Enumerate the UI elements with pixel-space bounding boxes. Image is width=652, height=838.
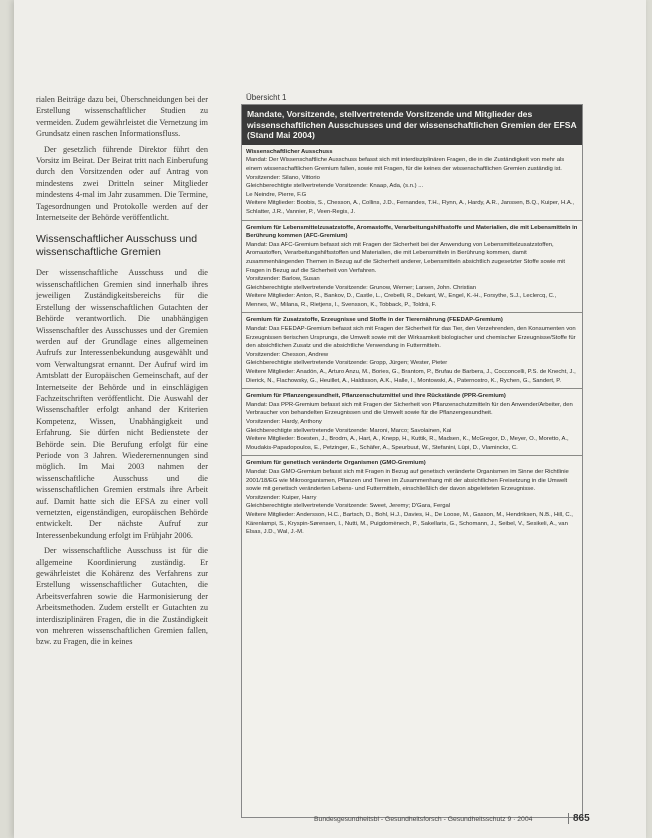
section-line: Vorsitzender: Silano, Vittorio bbox=[246, 174, 320, 181]
page-number: 865 bbox=[568, 813, 590, 824]
paragraph: Der gesetzlich führende Direktor führt den Vorsitz im Beirat. Der Beirat tritt nach Einberufung durch den Vorsitzenden oder auf Antrag von mindestens zwei Dritteln seiner Mitglieder mindestens 4-mal im Jahr zusammen. Die Termine, Tagesordnungen und Protokolle werden auf der Internetseite der Behörde veröffentlicht. bbox=[36, 144, 208, 223]
section-head: Gremium für Pflanzengesundheit, Pflanzenschutzmittel und ihre Rückstände (PPR-Gremium) bbox=[246, 393, 506, 400]
section-line: Mandat: Das GMO-Gremium befasst sich mit Fragen in Bezug auf genetisch veränderte Organismen im Sinne der Richtlinie 2001/18/EG wie Mikroorganismen, Pflanzen und Tieren im Zusammenhang mit der absichtlichen Freisetzung in die Umwelt sowie mit genetisch veränderten Lebens- und Futtermitteln, einschließlich der davon abgeleiteten Erzeugnisse. bbox=[246, 468, 569, 493]
left-text-column bbox=[36, 94, 208, 652]
section-line: Weitere Mitglieder: Boobis, S., Chesson, A., Collins, J.D., Fernandes, T.H., Flynn, A., Hardy, A.R., Janssen, B.Q., Kuiper, H.A., Schlatter, J.R., Vannier, P., Veen-Regis, J. bbox=[246, 200, 575, 215]
section-line: Weitere Mitglieder: Anton, R., Bankov, D., Castle, L., Crebelli, R., Dekant, W., Engel, K.-H., Forsythe, S.J., Leclercq, C., Mennes, W., Milana, R., Rietjens, I., Svensson, K., Tobback, P., Toldrá, F. bbox=[246, 293, 557, 308]
section-head: Wissenschaftlicher Ausschuss bbox=[246, 148, 333, 155]
overview-label: Übersicht 1 bbox=[246, 93, 287, 102]
overview-title: Mandate, Vorsitzende, stellvertretende Vorsitzende und Mitglieder des wissenschaftlichen Ausschusses und der wissenschaftlichen Gremien der EFSA (Stand Mai 2004) bbox=[242, 105, 582, 145]
section-line: Weitere Mitglieder: Boesten, J., Brodrn, A., Hart, A., Knepp, H., Kuttik, R., Madsen, K., McGregor, D., Meyer, O., Moretto, A., Moudakis-Papadopoulos, E., Petzinger, E., Schäfer, A., Speurbuut, W., Stefanini, Lüpi, D., Vlaminckx, C. bbox=[246, 436, 569, 451]
section-line: Mandat: Das AFC-Gremium befasst sich mit Fragen der Sicherheit bei der Anwendung von Lebensmittelzusatzstoffen, Aromastoffen, Verarbeitungshilfsstoffen und Materialien, die mit Lebensmitteln in Berührung kommen, damit zusammenhängenden Themen in Bezug auf die Sicherheit anderer, Lebensmitteln absichtlich zugesetzter Stoffe sowie mit Fragen in Bezug auf die Sicherheit von Verfahren. bbox=[246, 241, 566, 274]
panel-section bbox=[242, 389, 582, 456]
section-line: Vorsitzender: Kuiper, Harry bbox=[246, 494, 317, 501]
panel-section bbox=[242, 313, 582, 389]
panel-section bbox=[242, 456, 582, 539]
section-line: Vorsitzender: Barlow, Susan bbox=[246, 276, 320, 283]
section-line: Gleichberechtigte stellvertretende Vorsitzende: Sweet, Jeremy; D'Gara, Fergal bbox=[246, 503, 451, 510]
section-line: Mandat: Das FEEDAP-Gremium befasst sich mit Fragen der Sicherheit für das Tier, den Verzehrenden, den Konsumenten von Erzeugnissen tierischen Ursprungs, die Umwelt sowie mit der Wirksamkeit biologischer und chemischer Erzeugnisse/Stoffe für den absichtlichen Zusatz und die absichtliche Verwendung in Futtermitteln. bbox=[246, 326, 576, 350]
overview-box bbox=[241, 104, 583, 818]
section-line: Weitere Mitglieder: Anadón, A., Arturo Anzu, M., Bories, G., Brantom, P., Brufau de Barbera, J., Cocconcelli, P.S. de Knecht, J., Dierick, N., Flachowsky, G., Heuillet, A., Haldisson, A.K., Halle, I., Montowski, A., Paternostro, K., Rychen, G., Sandert, P. bbox=[246, 369, 576, 384]
section-line: Gleichberechtigte stellvertretende Vorsitzende: Grunow, Werner; Larsen, John. Christian bbox=[246, 284, 477, 291]
section-head: Gremium für genetisch veränderte Organismen (GMO-Gremium) bbox=[246, 460, 426, 467]
section-line: Mandat: Der Wissenschaftliche Ausschuss befasst sich mit interdisziplinären Fragen, die in die Zuständigkeit von mehr als einem wissenschaftlichen Gremium fallen, sowie mit Fragen, für die keines der wissenschaftlichen Gremien zuständig ist. bbox=[246, 157, 565, 172]
journal-footer: Bundesgesundheitsbl - Gesundheitsforsch - Gesundheitsschutz 9 · 2004 bbox=[314, 816, 533, 823]
section-line: Gleichberechtigte stellvertretende Vorsitzende: Gropp, Jürgen; Wester, Pieter bbox=[246, 360, 448, 367]
section-line: Weitere Mitglieder: Andersson, H.C., Bartsch, D., Bohl, H.J., Davies, H., De Loose, M., Gasson, M., Hendriksen, N.B., Hill, C., Kärenlampi, S., Kryspin-Sørensen, I., Nutti, M., Puigdomènech, P., Sakellaris, G., Schomann, J., Seibel, V., Sesikeli, A., van Elsas, J.D., Wal, J.-M. bbox=[246, 511, 573, 536]
section-line: Le Neindre, Pierre, F.G bbox=[246, 191, 307, 198]
section-line: Gleichberechtigte stellvertretende Vorsitzende: Knaap, Ada, (s.n.) ... bbox=[246, 183, 424, 190]
committee-section bbox=[242, 145, 582, 221]
section-line: Gleichberechtigte stellvertretende Vorsitzende: Maroni, Marco; Savolainen, Kai bbox=[246, 427, 452, 434]
section-line: Vorsitzender: Chesson, Andrew bbox=[246, 351, 329, 358]
paragraph: Der wissenschaftliche Ausschuss und die wissenschaftlichen Gremien sind innerhalb ihres jeweiligen Zuständigkeitsbereichs für die Erstellung der wissenschaftlichen Gutachten der Behörde verantwortlich. Die unabhängigen Wissenschaftler des Ausschusses und der Gremien werden auf der Grundlage eines allgemeinen Aufrufs zur Interessenbekundung ausgewählt und vom Verwaltungsrat ernannt. Der Aufruf wird im Amtsblatt der Europäischen Gemeinschaft, auf der Internetseite der Behörde und in einschlägigen Fachzeitschriften veröffentlicht. Die Auswahl der Wissenschaftler erfolgt anhand der Kriterien Kompetenz, Wissen, Unabhängigkeit und Erfahrung. Sie dürfen nicht Bedienstete der Behörde sein. Die Berufung erfolgt für eine Periode von 3 Jahren. Wiederernennungen sind möglich. Im Mai 2003 nahmen der wissenschaftliche Ausschuss und die wissenschaftlichen Gremien erstmals ihre Arbeit auf. Damit hatte sich die EFSA zu einer voll vernetzten, eigenständigen, europäischen Behörde entwickelt. Der nächste Aufruf zur Interessenbekundung erfolgt im Frühjahr 2006. bbox=[36, 268, 208, 540]
panel-section bbox=[242, 221, 582, 314]
section-head: Gremium für Lebensmittelzusatzstoffe, Aromastoffe, Verarbeitungshilfsstoffe und Materialien, die mit Lebensmitteln in Berührung kommen (AFC-Gremium) bbox=[246, 224, 578, 240]
section-heading: Wissenschaftlicher Ausschuss und wissenschaftliche Gremien bbox=[36, 233, 198, 259]
section-line: Mandat: Das PPR-Gremium befasst sich mit Fragen der Sicherheit von Pflanzenschutzmitteln für den Anwender/Arbeiter, den Verbraucher von behandelten Erzeugnissen und die Umwelt sowie für die Pflanzengesundheit. bbox=[246, 401, 573, 417]
section-head: Gremium für Zusatzstoffe, Erzeugnisse und Stoffe in der Tierernährung (FEEDAP-Gremium) bbox=[246, 317, 503, 324]
section-line: Vorsitzender: Hardy, Anthony bbox=[246, 419, 322, 425]
paragraph: Der wissenschaftliche Ausschuss ist für die allgemeine Koordinierung zuständig. Er gewährleistet die Kohärenz des Verfahrens zur Erstellung wissenschaftlicher Gutachten, die Arbeitsverfahren sowie die Harmonisierung der Arbeitsmethoden. Zudem erstellt er Gutachten zu interdisziplinären Fragen, die in die Zuständigkeit von mehreren wissenschaftlichen Gremien fallen, bzw. zu Fragen, die in keines bbox=[36, 546, 208, 647]
paragraph: rialen Beiträge dazu bei, Überschneidungen bei der Erstellung wissenschaftlicher Studien zu vermeiden. Zudem gewährleistet die Vernetzung im Grundsatz einen raschen Informationsfluss. bbox=[36, 95, 208, 139]
